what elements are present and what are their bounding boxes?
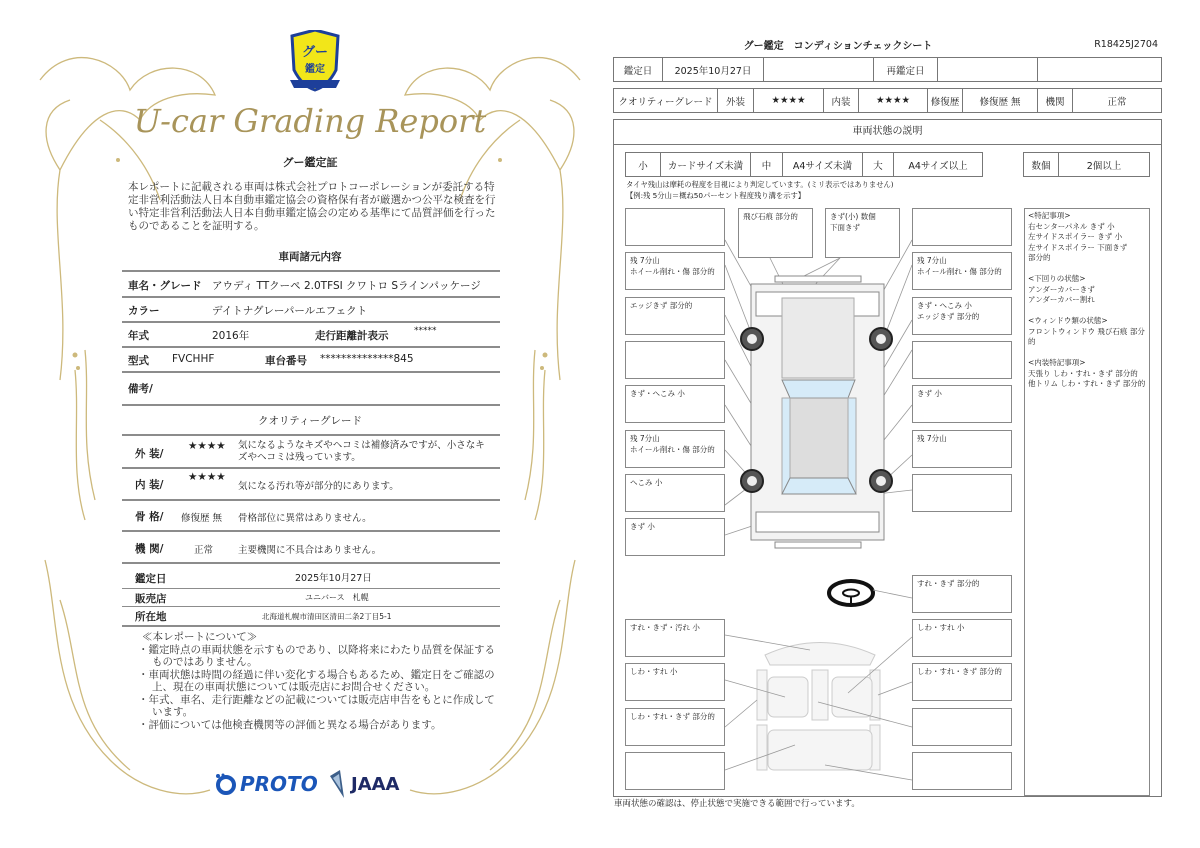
divider [122, 346, 500, 348]
interior-box-left [625, 752, 725, 790]
divider [122, 434, 500, 436]
color-value: デイトナグレーパールエフェクト [212, 305, 368, 317]
interior-diagram [757, 643, 880, 771]
legend-several: 数個 [1024, 153, 1059, 176]
legend-medium-desc: A4サイズ未満 [783, 153, 863, 176]
interior-box-left: すれ・きず・汚れ 小 [625, 619, 725, 657]
condition-box-left [625, 208, 725, 246]
grade-label-exterior: 外 装/ [135, 448, 164, 460]
divider [122, 321, 500, 323]
grade-heading: クオリティーグレード [258, 415, 362, 427]
interior-box-right: すれ・きず 部分的 [912, 575, 1012, 613]
inspection-date-label: 鑑定日 [135, 573, 167, 585]
interior-box-left: しわ・すれ・きず 部分的 [625, 708, 725, 746]
interior-box-right [912, 708, 1012, 746]
legend-medium: 中 [751, 153, 783, 176]
condition-box-left [625, 341, 725, 379]
divider [122, 606, 500, 607]
special-notes: <特記事項> 右センターパネル きず 小 左サイドスポイラー きず 小 左サイドスポイラー 下面きず 部分的 <下回りの状態> アンダーカバーきず アンダーカバー割れ <ウィンドウ類の状態> フロントウィンドウ 飛び石痕 部分的 <内装特記事項> 天張り しわ・すれ・きず 部分的 他トリム しわ・すれ・きず 部分的 [1024, 208, 1150, 796]
dealer-label: 販売店 [135, 593, 167, 605]
tire-example-note: 【例:残 5分山＝概ね50パーセント程度残り溝を示す】 [626, 191, 806, 200]
empty-cell [1038, 58, 1161, 81]
interior-label: 内装 [824, 89, 859, 112]
certificate-heading: グー鑑定証 [282, 156, 338, 169]
condition-box-right [912, 341, 1012, 379]
svg-text:グー: グー [301, 45, 329, 60]
divider [122, 625, 500, 627]
repair-label: 修復歴 [928, 89, 963, 112]
year-value: 2016年 [212, 330, 250, 342]
jaaa-logo-text: JAAA [351, 773, 400, 795]
size-legend [625, 152, 983, 177]
divider [122, 371, 500, 373]
divider [122, 530, 500, 532]
grade-value-interior: ★★★★ [188, 471, 226, 483]
divider [122, 270, 500, 272]
divider [122, 404, 500, 406]
interior-box-right [912, 752, 1012, 790]
condition-box-right: きず 小 [912, 385, 1012, 423]
count-legend [1023, 152, 1150, 177]
car-body [751, 276, 884, 548]
grade-desc-frame: 骨格部位に異常はありません。 [238, 513, 372, 524]
grade-label-interior: 内 装/ [135, 479, 164, 491]
grade-desc-exterior: 気になるようなキズやヘコミは補修済みですが、小さなキズやヘコミは残っています。 [238, 440, 485, 463]
condition-box-right [912, 474, 1012, 512]
legend-large: 大 [863, 153, 894, 176]
empty-cell [764, 58, 874, 81]
engine-label: 機関 [1038, 89, 1073, 112]
steering-wheel-icon [829, 581, 912, 605]
remarks-label: 備考/ [128, 383, 153, 395]
quality-grade-row [613, 88, 1162, 113]
notes-heading: ≪本レポートについて≫ [142, 631, 258, 643]
legend-several-desc: 2個以上 [1086, 160, 1122, 172]
specs-heading: 車両諸元内容 [278, 251, 342, 263]
condition-box-left: 残 7分山 ホイール削れ・傷 部分的 [625, 252, 725, 290]
dealer-value: ユニバース 札幌 [305, 593, 369, 602]
interior-box-right: しわ・すれ・きず 部分的 [912, 663, 1012, 701]
divider [122, 588, 500, 589]
note-item: ・鑑定時点の車両状態を示すものであり、以降将来にわたり品質を保証するものではありません。 [138, 643, 495, 668]
condition-box-right: きず・へこみ 小 エッジきず 部分的 [912, 297, 1012, 335]
vehicle-name-value: アウディ TTクーペ 2.0TFSI クワトロ Sラインパッケージ [212, 280, 481, 292]
condition-box-left: きず・へこみ 小 [625, 385, 725, 423]
condition-box-right: 残 7分山 [912, 430, 1012, 468]
address-label: 所在地 [135, 611, 167, 623]
grade-label-frame: 骨 格/ [135, 511, 164, 523]
sheet-title: グー鑑定 コンディションチェックシート [743, 41, 933, 52]
proto-logo-text: PROTO [240, 772, 318, 796]
legend-large-desc: A4サイズ以上 [908, 160, 968, 172]
grade-desc-interior: 気になる汚れ等が部分的にあります。 [238, 481, 399, 492]
date-label: 鑑定日 [614, 58, 663, 81]
year-label: 年式 [128, 330, 149, 342]
goo-kantei-logo [288, 30, 342, 94]
note-item: ・年式、車名、走行距離などの記載については販売店申告をもとに作成しています。 [138, 693, 495, 718]
tire-note: タイヤ残山は摩耗の程度を目視により判定しています。(ミリ表示ではありません) [626, 180, 894, 189]
divider [122, 467, 500, 469]
color-label: カラー [128, 305, 160, 317]
certificate-intro: 本レポートに記載される車両は株式会社プロトコーポレーションが委託する特定非営利活動法人日本自動車鑑定協会の資格保有者が厳選かつ公平な検査を行い特定非営利活動法人日本自動車鑑定協会の定める基準にて品質評価を行ったものであることを証明する。 [128, 181, 496, 232]
grade-value-exterior: ★★★★ [188, 440, 226, 452]
condition-box-right [912, 208, 1012, 246]
proto-logo [215, 772, 318, 796]
divider [122, 562, 500, 564]
reinspection-value [938, 58, 1038, 81]
reinspection-label: 再鑑定日 [874, 58, 938, 81]
chassis-label: 車台番号 [265, 355, 307, 367]
interior-value: ★★★★ [859, 89, 928, 112]
condition-box-left: エッジきず 部分的 [625, 297, 725, 335]
engine-value: 正常 [1107, 96, 1127, 108]
report-notes [138, 631, 498, 731]
interior-box-left: しわ・すれ 小 [625, 663, 725, 701]
grade-label: クオリティーグレード [614, 89, 718, 112]
condition-box-left: きず 小 [625, 518, 725, 556]
date-value: 2025年10月27日 [663, 58, 764, 81]
legend-small-desc: カードサイズ未満 [661, 153, 751, 176]
vehicle-name-label: 車名・グレード [128, 280, 202, 292]
sheet-code: R18425J2704 [1094, 39, 1158, 50]
mileage-value: ***** [414, 326, 437, 336]
legend-small: 小 [626, 153, 661, 176]
condition-box-right: 残 7分山 ホイール削れ・傷 部分的 [912, 252, 1012, 290]
report-title: U-car Grading Report [133, 102, 487, 140]
condition-box-left: へこみ 小 [625, 474, 725, 512]
note-item: ・車両状態は時間の経過に伴い変化する場合もあるため、鑑定日をご確認の上、現在の車両状態については販売店にお問合せください。 [138, 668, 495, 693]
grade-value-frame: 修復歴 無 [181, 513, 223, 524]
model-label: 型式 [128, 355, 149, 367]
divider [122, 296, 500, 298]
divider [122, 499, 500, 501]
address-value: 北海道札幌市清田区清田二条2丁目5-1 [262, 612, 392, 621]
note-item: ・評価については他検査機関等の評価と異なる場合があります。 [138, 718, 442, 731]
grade-desc-engine: 主要機関に不具合はありません。 [238, 545, 382, 556]
svg-text:鑑定: 鑑定 [305, 64, 325, 75]
condition-box-front-center: 飛び石痕 部分的 [738, 208, 813, 258]
grade-value-engine: 正常 [194, 545, 214, 556]
exterior-value: ★★★★ [754, 89, 824, 112]
exterior-label: 外装 [718, 89, 754, 112]
grade-label-engine: 機 関/ [135, 543, 164, 555]
model-value: FVCHHF [172, 353, 215, 365]
jaaa-logo [328, 770, 400, 798]
section-title: 車両状態の説明 [613, 119, 1162, 145]
chassis-value: **************845 [320, 353, 414, 365]
inspection-date-row [613, 57, 1162, 82]
sheet-footer: 車両状態の確認は、停止状態で実施できる範囲で行っています。 [614, 799, 860, 809]
repair-value: 修復歴 無 [963, 89, 1038, 112]
inspection-date-value: 2025年10月27日 [295, 573, 372, 584]
interior-box-right: しわ・すれ 小 [912, 619, 1012, 657]
condition-box-left: 残 7分山 ホイール削れ・傷 部分的 [625, 430, 725, 468]
condition-box-front-bumper: きず(小) 数個 下面きず [825, 208, 900, 258]
mileage-label: 走行距離計表示 [315, 330, 389, 342]
